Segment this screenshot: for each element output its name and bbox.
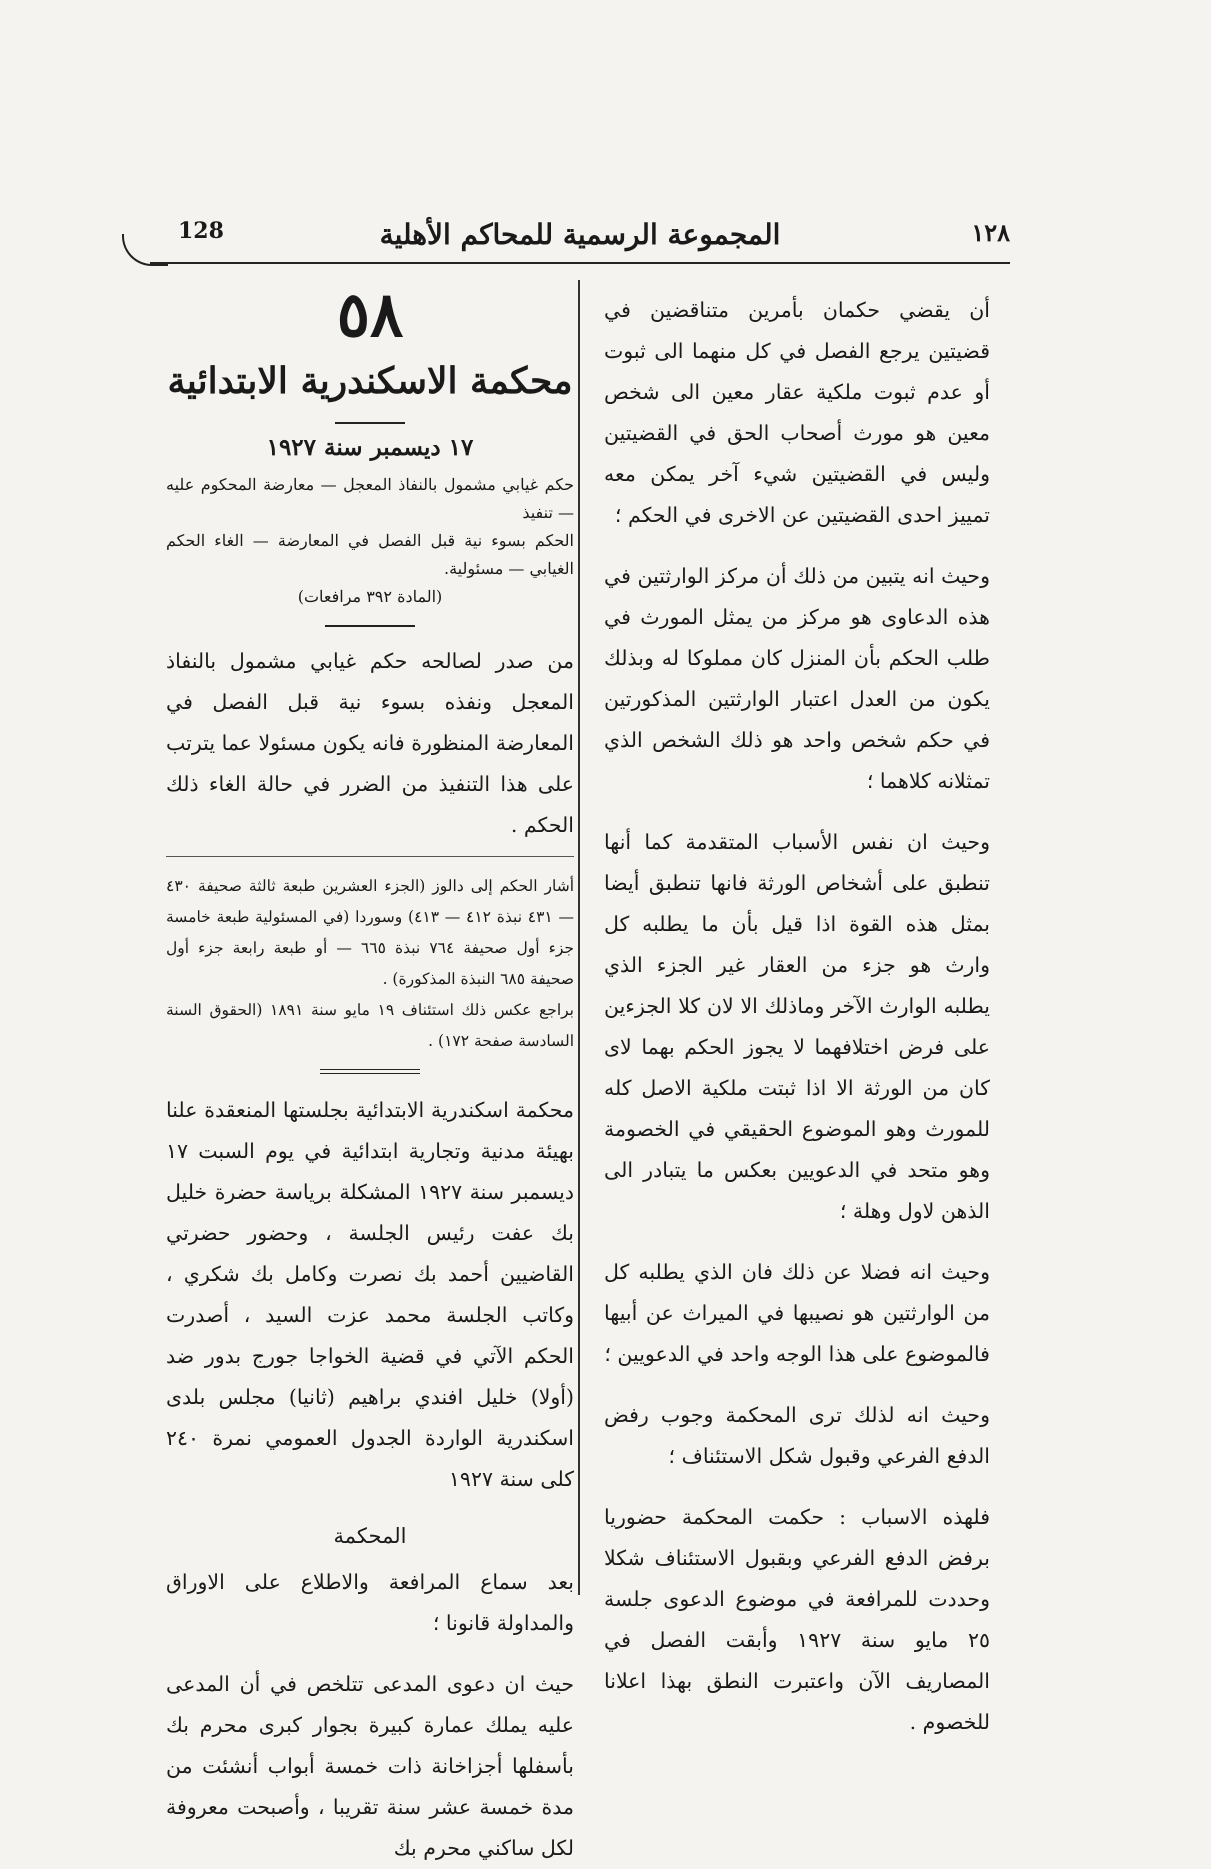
court-name: محكمة الاسكندرية الابتدائية	[167, 360, 573, 402]
legal-principle: من صدر لصالحه حكم غيابي مشمول بالنفاذ المعجل ونفذه بسوء نية قبل الفصل في المعارضة المنظورة فانه يكون مسئولا عما يترتب على هذا التنفيذ من الضرر في حالة الغاء ذلك الحكم .	[166, 649, 574, 837]
paragraph: وحيث انه يتبين من ذلك أن مركز الوارثتين في هذه الدعاوى هو مركز من يمثل المورث في طلب الحكم بأن المنزل كان مملوكا له وبذلك يكون من العدل اعتبار الوارثتين المذكورتين في حكم شخص واحد هو ذلك الشخص الذي تمثلانه كلاهما ؛	[604, 564, 990, 793]
paragraph: حيث ان دعوى المدعى تتلخص في أن المدعى عليه يملك عمارة كبيرة بجوار كبرى محرم بك بأسفلها أجزاخانة ذات خمسة أبواب أنشئت من مدة خمسة عشر سنة تقريبا ، وأصبحت معروفة لكل ساكني محرم بك	[166, 1672, 574, 1860]
court-session-intro: محكمة اسكندرية الابتدائية بجلستها المنعقدة علنا بهيئة مدنية وتجارية ابتدائية في يوم السبت ١٧ ديسمبر سنة ١٩٢٧ المشكلة برياسة حضرة خليل بك عفت رئيس الجلسة ، وحضور حضرتي القاضيين أحمد بك نصرت وكامل بك شكري ، وكاتب الجلسة محمد عزت السيد ، أصدرت الحكم الآتي في قضية الخواجا جورج بدور ضد (أولا) خليل افندي براهيم (ثانيا) مجلس بلدى اسكندرية الواردة الجدول العمومي نمرة ٢٤٠ كلى سنة ١٩٢٧	[166, 1098, 574, 1491]
divider	[325, 625, 415, 627]
spacer	[604, 536, 990, 556]
page-header	[150, 218, 1010, 258]
spacer	[604, 1477, 990, 1497]
paragraph: وحيث انه فضلا عن ذلك فان الذي يطلبه كل من الوارثتين هو نصيبها في الميراث عن أبيها فالموضوع على هذا الوجه واحد في الدعويين ؛	[604, 1260, 990, 1366]
right-column	[604, 290, 990, 1743]
journal-title: المجموعة الرسمية للمحاكم الأهلية	[379, 218, 781, 251]
spacer	[604, 802, 990, 822]
paragraph: وحيث انه لذلك ترى المحكمة وجوب رفض الدفع الفرعي وقبول شكل الاستئناف ؛	[604, 1403, 990, 1468]
divider	[335, 422, 405, 424]
spacer	[166, 1644, 574, 1664]
spacer	[604, 1232, 990, 1252]
divider	[166, 856, 574, 857]
paragraph: فلهذه الاسباب : حكمت المحكمة حضوريا برفض الدفع الفرعي وبقبول الاستئناف شكلا وحددت للمرافعة في موضوع الدعوى جلسة ٢٥ مايو سنة ١٩٢٧ وأبقت الفصل في المصاريف الآن واعتبرت النطق بهذا اعلانا للخصوم .	[604, 1505, 990, 1734]
summary-article: (المادة ٣٩٢ مرافعات)	[297, 587, 443, 606]
page-number: ١٢٨	[971, 218, 1010, 247]
header-rule	[150, 262, 1010, 264]
paragraph: وحيث ان نفس الأسباب المتقدمة كما أنها تنطبق على أشخاص الورثة فانها تنطبق أيضا بمثل هذه القوة اذا قيل بأن ما يطلبه كل وارث هو جزء من العقار غير الجزء الذي يطلبه الوارث الآخر وماذلك الا لان كلا الجزءين على فرض اختلافهما لا يجوز الحكم بهما لاى كان من الورثة الا اذا ثبتت ملكية الاصل كله للمورث وهو الموضوع الحقيقي في الخصومة وهو متحد في الدعويين بعكس ما يتبادر الى الذهن لاول وهلة ؛	[604, 830, 990, 1223]
page-number-latin: 128	[178, 218, 224, 244]
reference-note: أشار الحكم إلى دالوز (الجزء العشرين طبعة ثالثة صحيفة ٤٣٠ — ٤٣١ نبذة ٤١٢ — ٤١٣) وسوردا (في المسئولية طبعة خامسة جزء أول صحيفة ٧٦٤ نبذة ٦٦٥ — أو طبعة رابعة جزء أول صحيفة ٦٨٥ النبذة المذكورة) .	[166, 877, 574, 988]
spacer	[604, 1375, 990, 1395]
paragraph: بعد سماع المرافعة والاطلاع على الاوراق والمداولة قانونا ؛	[166, 1570, 574, 1635]
case-date: ١٧ ديسمبر سنة ١٩٢٧	[266, 434, 474, 461]
summary-line: الحكم بسوء نية قبل الفصل في المعارضة — الغاء الحكم الغيابي — مسئولية.	[166, 531, 574, 578]
judgment-heading: المحكمة	[333, 1524, 407, 1548]
summary-line: حكم غيابي مشمول بالنفاذ المعجل — معارضة المحكوم عليه — تنفيذ	[166, 475, 574, 522]
column-divider	[578, 280, 580, 1595]
reference-note: براجع عكس ذلك استئناف ١٩ مايو سنة ١٨٩١ (الحقوق السنة السادسة صفحة ١٧٢) .	[166, 1001, 574, 1050]
paragraph: أن يقضي حكمان بأمرين متناقضين في قضيتين يرجع الفصل في كل منهما الى ثبوت أو عدم ثبوت ملكية عقار معين الى شخص معين هو مورث أصحاب الحق في القضيتين وليس في القضيتين شيء آخر يمكن معه تمييز احدى القضيتين عن الاخرى في الحكم ؛	[604, 298, 990, 527]
left-column	[166, 280, 574, 1869]
case-number: ٥٨	[336, 278, 404, 351]
double-divider	[320, 1069, 420, 1074]
